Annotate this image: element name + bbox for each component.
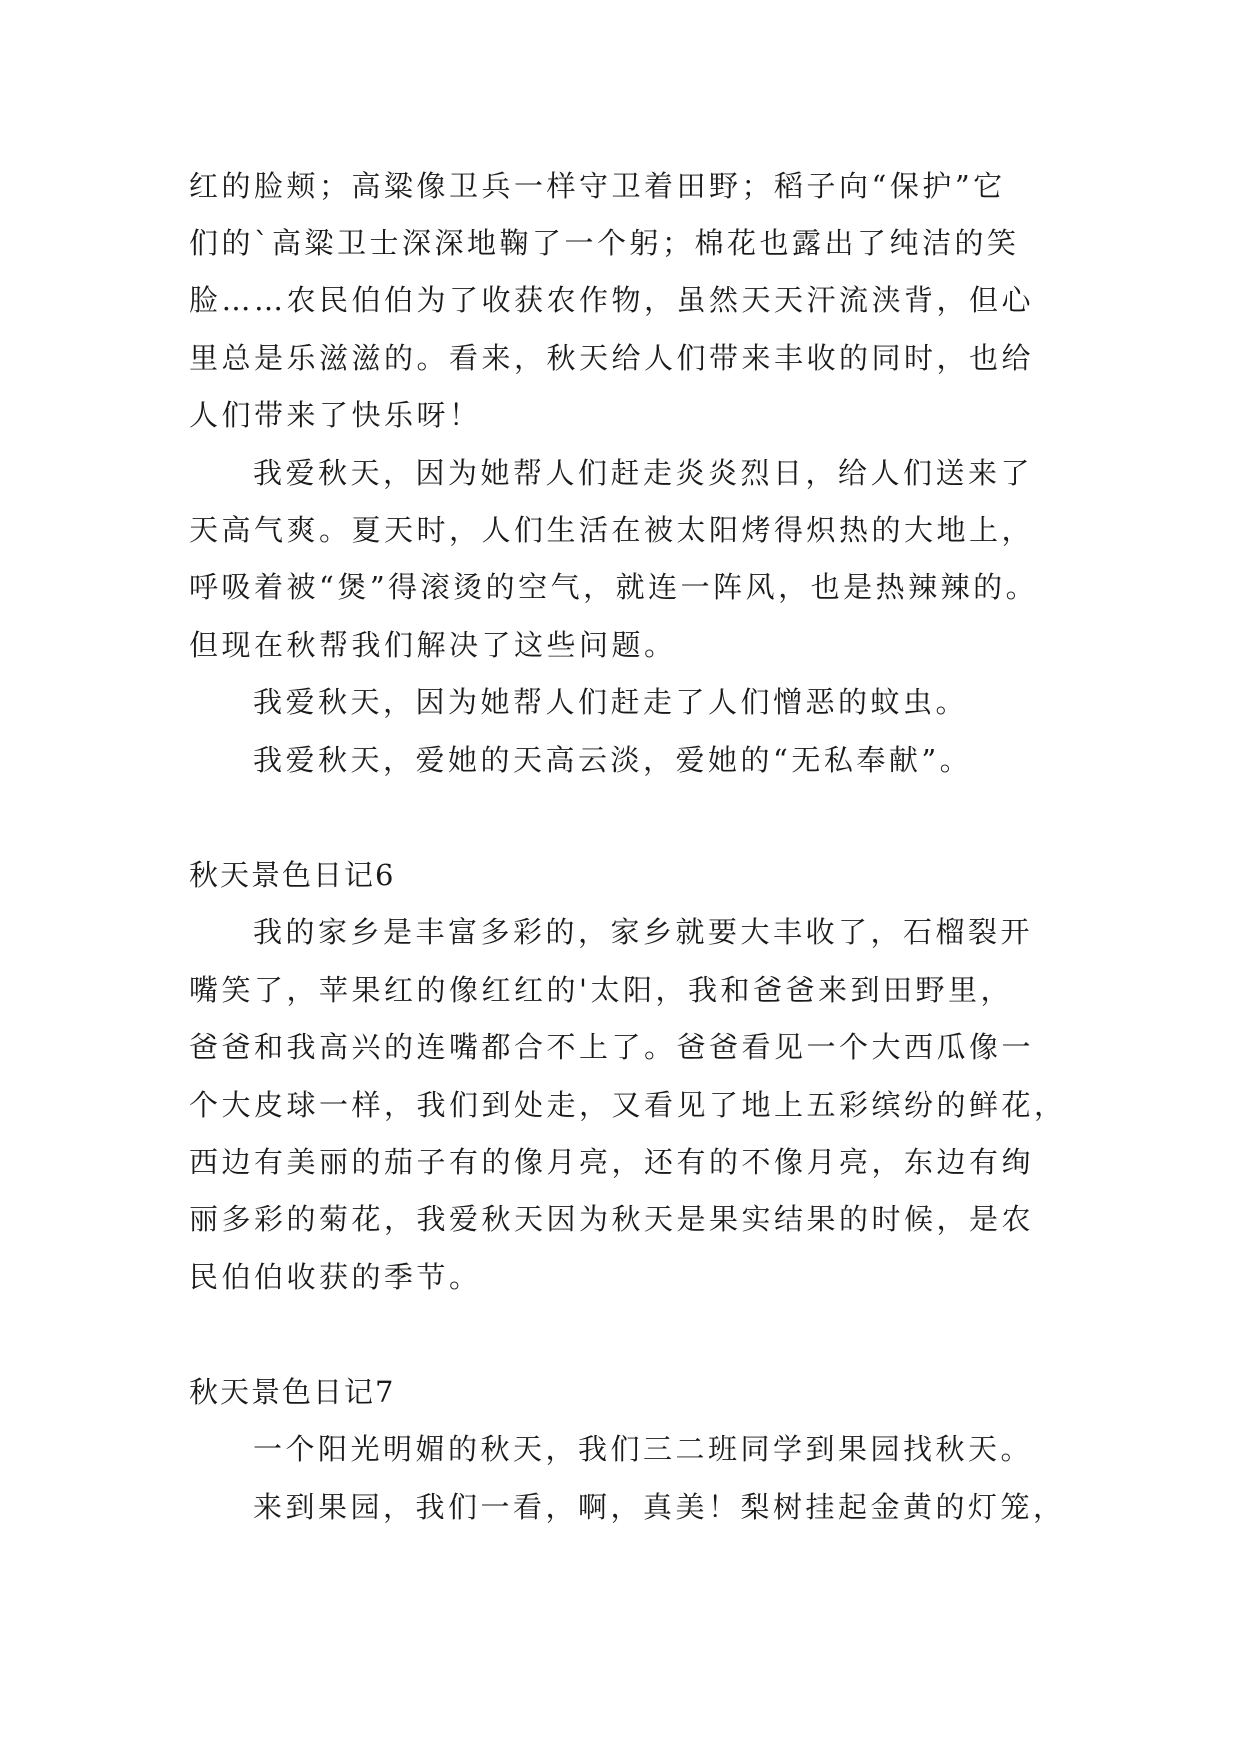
text-line: 来到果园，我们一看，啊，真美！梨树挂起金黄的灯笼， <box>253 1490 1066 1524</box>
text-line: 我爱秋天，因为她帮人们赶走了人们憎恶的蚊虫。 <box>253 685 969 719</box>
text-line: 红的脸颊；高粱像卫兵一样守卫着田野；稻子向“保护”它 <box>189 169 1006 203</box>
text-line: 我爱秋天，爱她的天高云淡，爱她的“无私奉献”。 <box>253 743 973 777</box>
text-line: 里总是乐滋滋的。看来，秋天给人们带来丰收的同时，也给 <box>189 341 1035 375</box>
text-line: 们的`高粱卫士深深地鞠了一个躬；棉花也露出了纯洁的笑 <box>189 226 1020 260</box>
section-heading: 秋天景色日记7 <box>189 1375 396 1409</box>
text-line: 一个阳光明媚的秋天，我们三二班同学到果园找秋天。 <box>253 1432 1034 1466</box>
text-line: 个大皮球一样，我们到处走，又看见了地上五彩缤纷的鲜花， <box>189 1088 1067 1122</box>
text-line: 我爱秋天，因为她帮人们赶走炎炎烈日，给人们送来了 <box>253 456 1034 490</box>
text-line: 西边有美丽的茄子有的像月亮，还有的不像月亮，东边有绚 <box>189 1145 1035 1179</box>
text-line: 爸爸和我高兴的连嘴都合不上了。爸爸看见一个大西瓜像一 <box>189 1030 1035 1064</box>
text-line: 呼吸着被“煲”得滚烫的空气，就连一阵风，也是热辣辣的。 <box>189 570 1039 604</box>
text-line: 脸……农民伯伯为了收获农作物，虽然天天汗流浃背，但心 <box>189 283 1035 317</box>
section-heading: 秋天景色日记6 <box>189 858 396 892</box>
text-line: 丽多彩的菊花，我爱秋天因为秋天是果实结果的时候，是农 <box>189 1202 1035 1236</box>
text-line: 我的家乡是丰富多彩的，家乡就要大丰收了，石榴裂开 <box>253 915 1034 949</box>
text-line: 民伯伯收获的季节。 <box>189 1260 482 1294</box>
text-line: 天高气爽。夏天时，人们生活在被太阳烤得炽热的大地上， <box>189 513 1035 547</box>
text-line: 嘴笑了，苹果红的像红红的'太阳，我和爸爸来到田野里， <box>189 973 1013 1007</box>
text-line: 但现在秋帮我们解决了这些问题。 <box>189 628 677 662</box>
text-line: 人们带来了快乐呀！ <box>189 398 482 432</box>
